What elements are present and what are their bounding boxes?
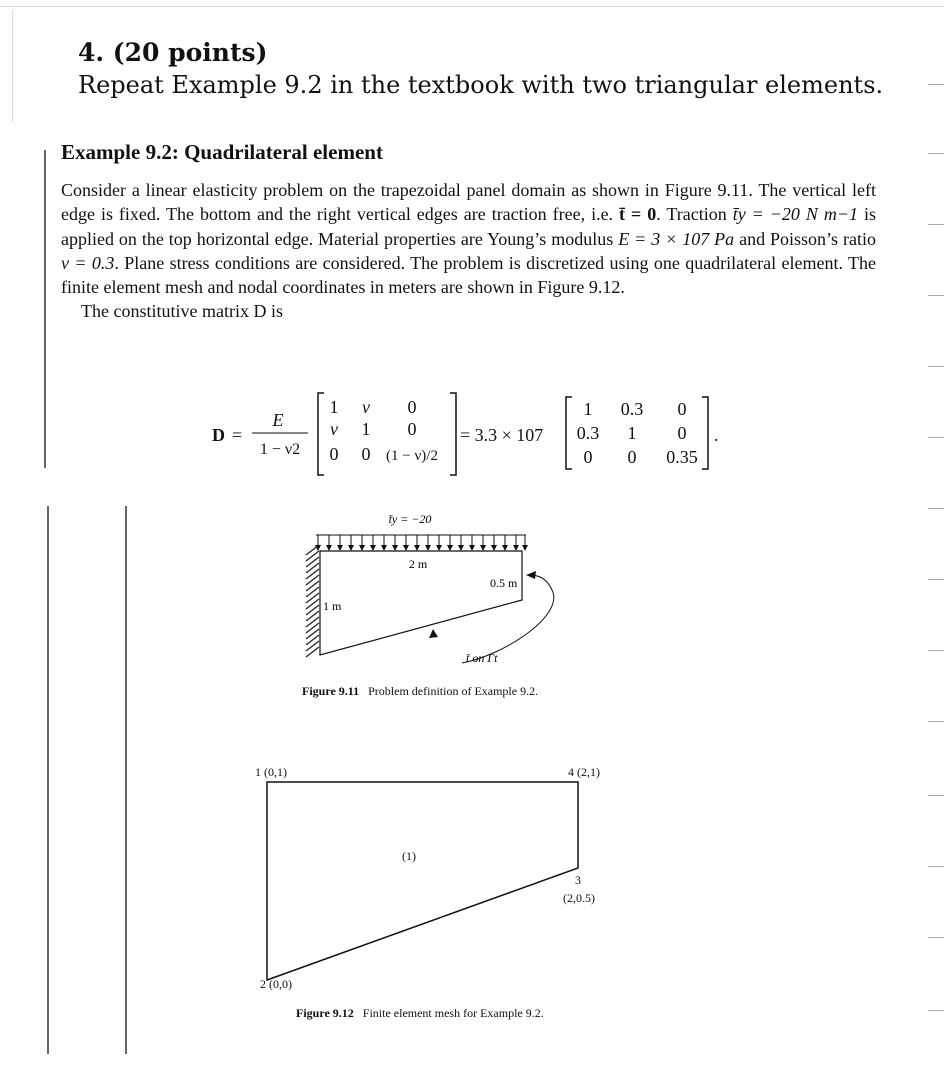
num-m-21: 0.3 [576,423,600,443]
eq-coef-den: 1 − ν2 [259,441,301,458]
width-label: 2 m [408,557,428,571]
right-tick [928,650,944,651]
element-label: (1) [402,849,416,863]
node-3-id: 3 [575,873,581,887]
right-tick [928,937,944,938]
sym-m-33: (1 − ν)/2 [386,448,438,464]
question-text: Repeat Example 9.2 in the textbook with two triangular elements. [78,71,884,99]
boundary-arrow-head [429,629,438,638]
figure-9-12 [250,760,630,1000]
sym-m-12: ν [362,397,370,417]
num-m-31: 0 [583,447,593,467]
right-edge-label: 0.5 m [490,576,518,590]
svg-text:=: = [232,425,243,445]
svg-text:.: . [714,425,719,445]
figure-9-12-caption: Figure 9.12 Finite element mesh for Example 9.2. [296,1006,544,1020]
node-1-label: 1 (0,1) [255,765,287,779]
right-tick [928,84,944,85]
num-m-13: 0 [677,399,687,419]
sym-m-32: 0 [361,444,371,464]
top-divider [0,6,944,7]
right-tick [928,295,944,296]
sym-m-31: 0 [329,444,339,464]
example-title: Example 9.2: Quadrilateral element [61,140,383,164]
question-heading: 4. (20 points) [78,38,268,67]
quadrilateral-element [267,782,578,980]
right-tick [928,795,944,796]
eq-lhs: D [212,425,225,445]
poisson-ratio-expr: ν = 0.3 [61,252,115,273]
left-margin-line [12,10,13,122]
sym-m-22: 1 [361,419,371,439]
right-tick [928,437,944,438]
constitutive-matrix-equation [200,385,740,485]
sym-m-13: 0 [407,397,417,417]
boundary-label: t̄ on Γt [466,651,498,665]
sym-m-23: 0 [407,419,417,439]
eq-factor: = 3.3 × 107 [460,425,544,445]
right-tick [928,508,944,509]
node-4-label: 4 (2,1) [568,765,600,779]
sym-m-11: 1 [329,397,339,417]
example-body [61,178,876,324]
num-m-32: 0 [627,447,637,467]
example-paragraph-1: Consider a linear elasticity problem on the trapezoidal panel domain as shown in Figure 9.11. The vertical left edge is fixed. The bottom and the right vertical edges are traction free, i.e. t̄ = 0. Traction t̄y = −20 N m−1 is applied on the top horizontal edge. Material properties are Young’s modulus E = 3 × 107 Pa and Poisson’s ratio ν = 0.3. Plane stress conditions are considered. The problem is discretized using one quadrilateral element. The finite element mesh and nodal coordinates in meters are shown in Figure 9.12. [61,180,876,298]
num-m-22: 1 [627,423,637,443]
example-paragraph-2: The constitutive matrix D is [81,301,283,322]
node-3-coord: (2,0.5) [563,891,595,905]
right-tick [928,721,944,722]
left-rule-figures-inner [125,506,127,1054]
node-2-label: 2 (0,0) [260,977,292,991]
left-edge-label: 1 m [323,599,342,613]
num-m-23: 0 [677,423,687,443]
right-tick [928,579,944,580]
sym-m-21: ν [330,419,338,439]
right-tick [928,1010,944,1011]
young-modulus-expr: E = 3 × 107 Pa [618,228,735,249]
load-label: t̄y = −20 [388,512,432,526]
traction-free-expr: t̄ = 0 [619,204,657,225]
right-tick [928,366,944,367]
right-tick [928,153,944,154]
traction-expr: t̄y = −20 N m−1 [732,204,859,225]
left-rule-figures [47,506,49,1054]
left-rule-example [44,150,46,468]
num-m-11: 1 [583,399,593,419]
eq-coef-num: E [272,410,284,430]
figure-9-11-caption: Figure 9.11 Problem definition of Example 9.2. [302,684,539,698]
right-tick [928,224,944,225]
num-m-33: 0.35 [666,447,698,467]
num-m-12: 0.3 [620,399,644,419]
right-tick [928,866,944,867]
